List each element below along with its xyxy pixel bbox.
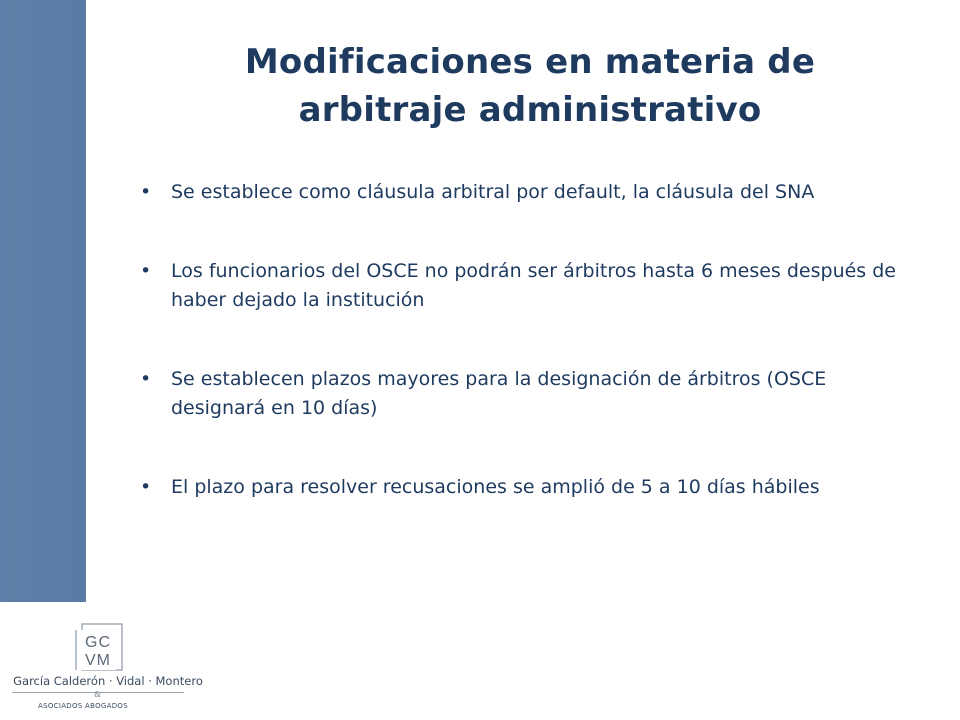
firm-subtitle: ASOCIADOS ABOGADOS <box>38 702 128 710</box>
slide-title <box>150 38 910 134</box>
monogram-bottom-text: VM <box>85 652 111 669</box>
bullet-item <box>140 257 910 315</box>
logo-ampersand: & <box>94 690 102 699</box>
firm-name: García Calderón · Vidal · Montero <box>13 674 203 688</box>
bullet-dot-icon: • <box>140 181 152 203</box>
bullet-text: Se establece como cláusula arbitral por default, la cláusula del SNA <box>171 181 815 203</box>
gcvm-monogram-icon <box>68 620 128 676</box>
bullet-dot-icon: • <box>140 476 152 498</box>
slide-title-line-1: Modificaciones en materia de <box>244 42 816 82</box>
bullet-text: El plazo para resolver recusaciones se amplió de 5 a 10 días hábiles <box>171 476 820 498</box>
firm-logo <box>8 620 208 716</box>
slide-title-line-2: arbitraje administrativo <box>298 90 762 130</box>
bullet-dot-icon: • <box>140 368 152 390</box>
bullet-text: Se establecen plazos mayores para la designación de árbitros (OSCE designará en 10 días) <box>171 368 827 419</box>
bullet-item <box>140 365 910 423</box>
bullet-text: Los funcionarios del OSCE no podrán ser árbitros hasta 6 meses después de haber dejado la institución <box>171 260 896 311</box>
monogram-top-text: GC <box>85 634 111 651</box>
bullet-item <box>140 178 910 207</box>
bullet-item <box>140 473 910 502</box>
bullet-dot-icon: • <box>140 260 152 282</box>
side-accent-bar <box>0 0 86 602</box>
bullet-list <box>140 178 910 552</box>
